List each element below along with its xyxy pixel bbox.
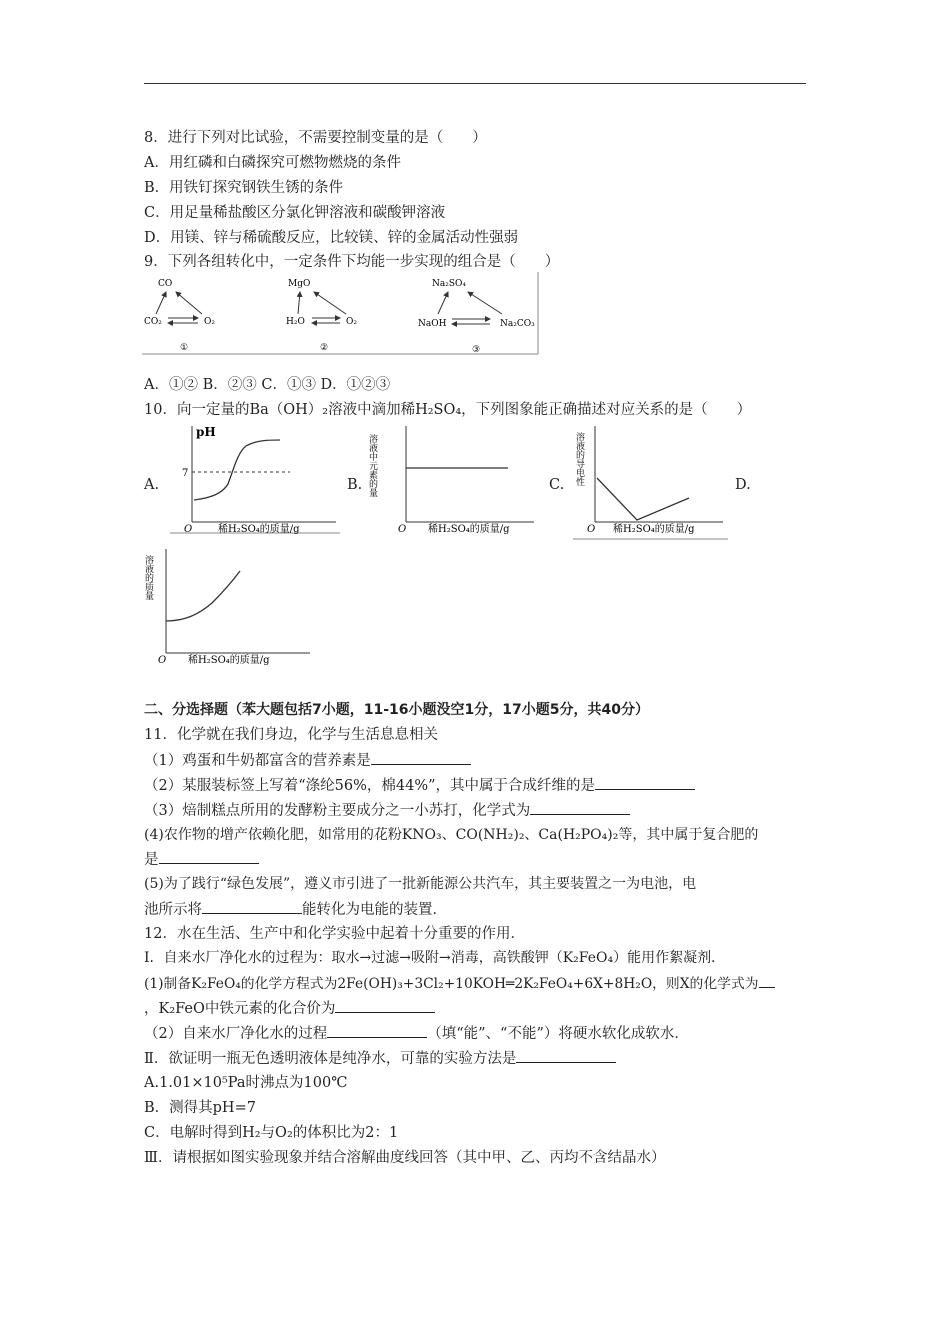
graph-a xyxy=(170,422,340,534)
q12-section-iii: Ⅲ．请根据如图实验现象并结合溶解曲度线回答（其中甲、乙、丙均不含结晶水） xyxy=(144,1150,666,1166)
q12-i2-blank[interactable] xyxy=(327,1023,427,1038)
q11-part-3 xyxy=(144,800,630,821)
q10-label-a: A. xyxy=(144,477,160,493)
q12-ii-text: Ⅱ．欲证明一瓶无色透明液体是纯净水，可靠的实验方法是 xyxy=(144,1051,517,1067)
graph-c-ylabel: 溶液的导电性 xyxy=(574,432,584,486)
graph-b xyxy=(368,422,538,534)
graph-a-ylabel: pH xyxy=(196,425,216,439)
q12-i1-line1 xyxy=(144,973,775,994)
d3-left: NaOH xyxy=(418,319,447,329)
q11-part-5-text-a: 池所示将 xyxy=(144,902,202,918)
graph-a-tick-7: 7 xyxy=(182,468,189,479)
d2-right: O₂ xyxy=(346,317,357,327)
graph-b-svg xyxy=(368,422,538,534)
d1-num: ① xyxy=(180,343,189,353)
q11-part-2-text: （2）某服装标签上写着“涤纶56%，棉44%”，其中属于合成纤维的是 xyxy=(144,778,596,794)
q12-section-ii xyxy=(144,1048,616,1069)
graph-a-xlabel: 稀H₂SO₄的质量/g xyxy=(218,524,300,534)
q12-stem: 12．水在生活、生产中和化学实验中起着十分重要的作用． xyxy=(144,926,525,942)
q10-label-b: B. xyxy=(347,477,363,493)
q11-part-1-blank[interactable] xyxy=(371,750,471,765)
q12-i1-text-b: ，K₂FeO中铁元素的化合价为 xyxy=(144,1001,336,1017)
q8-option-b: B．用铁钉探究钢铁生锈的条件 xyxy=(144,180,344,196)
q11-part-2 xyxy=(144,775,695,796)
q10-label-d: D. xyxy=(735,477,751,493)
q12-ii-option-c: C．电解时得到H₂与O₂的体积比为2：1 xyxy=(144,1125,399,1141)
graph-a-origin: O xyxy=(184,524,193,534)
q10-label-c: C. xyxy=(549,477,565,493)
section-2-title: 二、分选择题（苯大题包括7小题，11-16小题没空1分，17小题5分，共40分） xyxy=(144,702,649,718)
q12-i1-blank-valence[interactable] xyxy=(335,998,435,1013)
q12-section-i: Ⅰ．自来水厂净化水的过程为：取水→过滤→吸附→消毒，高铁酸钾（K₂FeO₄）能用作絮凝剂． xyxy=(144,950,726,966)
q12-i1-text: (1)制备K₂FeO₄的化学方程式为2Fe(OH)₃+3Cl₂+10KOH═2K₂FeO₄+6X+8H₂O，则X的化学式为 xyxy=(144,976,759,992)
d1-top: CO xyxy=(158,279,173,289)
q8-option-c: C．用足量稀盐酸区分氯化钾溶液和碳酸钾溶液 xyxy=(144,205,446,221)
q8-stem: 8．进行下列对比试验，不需要控制变量的是（ ） xyxy=(144,130,487,146)
d1-right: O₂ xyxy=(204,317,215,327)
q11-part-5-blank[interactable] xyxy=(202,899,302,914)
graph-d-ylabel: 溶液的质量 xyxy=(144,555,153,600)
q11-part-4-text: 是 xyxy=(144,852,159,868)
q12-ii-option-b: B．测得其pH=7 xyxy=(144,1100,256,1116)
q12-i2 xyxy=(144,1023,689,1044)
graph-b-origin: O xyxy=(398,524,407,534)
graph-c xyxy=(573,422,728,540)
q9-options: A．①② B．②③ C．①③ D．①②③ xyxy=(144,377,391,393)
d2-top: MgO xyxy=(288,279,311,289)
d2-num: ② xyxy=(320,343,329,353)
q11-part-4b xyxy=(144,849,259,870)
graph-c-origin: O xyxy=(587,524,596,535)
q11-part-5a: (5)为了践行“绿色发展”，遵义市引进了一批新能源公共汽车，其主要装置之一为电池，电 xyxy=(144,876,697,892)
q9-stem: 9．下列各组转化中，一定条件下均能一步实现的组合是（ ） xyxy=(144,254,560,270)
d2-left: H₂O xyxy=(286,317,305,327)
q11-part-3-blank[interactable] xyxy=(530,800,630,815)
graph-c-xlabel: 稀H₂SO₄的质量/g xyxy=(613,524,695,535)
q10-stem: 10．向一定量的Ba（OH）₂溶液中滴加稀H₂SO₄，下列图象能正确描述对应关系的是（ ） xyxy=(144,402,752,418)
q9-diagrams xyxy=(142,272,540,356)
graph-d-xlabel: 稀H₂SO₄的质量/g xyxy=(188,655,270,666)
q11-part-2-blank[interactable] xyxy=(595,775,695,790)
q11-part-4-blank[interactable] xyxy=(159,849,259,864)
q12-ii-option-a: A.1.01×10⁵Pa时沸点为100℃ xyxy=(144,1075,348,1091)
d3-top: Na₂SO₄ xyxy=(432,279,467,289)
q8-option-a: A．用红磷和白磷探究可燃物燃烧的条件 xyxy=(144,155,401,171)
graph-c-svg xyxy=(573,422,728,540)
q11-stem: 11．化学就在我们身边，化学与生活息息相关 xyxy=(144,727,438,743)
header-rule xyxy=(144,83,806,84)
q8-option-d: D．用镁、锌与稀硫酸反应，比较镁、锌的金属活动性强弱 xyxy=(144,230,519,246)
d1-left: CO₂ xyxy=(144,317,162,327)
graph-d-svg xyxy=(144,545,314,667)
q12-i1-blank-x[interactable] xyxy=(759,973,775,988)
q11-part-4a: (4)农作物的增产依赖化肥，如常用的花粉KNO₃、CO(NH₂)₂、Ca(H₂PO₄)₂等，其中属于复合肥的 xyxy=(144,827,759,843)
graph-a-svg xyxy=(170,422,340,534)
q11-part-3-text: （3）焙制糕点所用的发酵粉主要成分之一小苏打，化学式为 xyxy=(144,803,531,819)
graph-b-ylabel: 溶液中元素的量 xyxy=(368,434,377,497)
q12-i1-line2 xyxy=(144,998,435,1019)
q11-part-5-text-b: 能转化为电能的装置． xyxy=(302,902,447,918)
q11-part-1-text: （1）鸡蛋和牛奶都富含的营养素是 xyxy=(144,753,371,769)
graph-d xyxy=(144,545,314,667)
q11-part-5b xyxy=(144,899,447,920)
graph-b-xlabel: 稀H₂SO₄的质量/g xyxy=(428,524,510,534)
graph-d-origin: O xyxy=(158,655,167,666)
q12-ii-blank[interactable] xyxy=(516,1048,616,1063)
q9-diagram-svg xyxy=(142,272,540,356)
d3-num: ③ xyxy=(472,345,481,355)
q11-part-1 xyxy=(144,750,471,771)
q12-i2-text-a: （2）自来水厂净化水的过程 xyxy=(144,1026,328,1042)
d3-right: Na₂CO₃ xyxy=(500,319,535,329)
q12-i2-text-b: （填“能”、“不能”）将硬水软化成软水． xyxy=(427,1026,689,1042)
